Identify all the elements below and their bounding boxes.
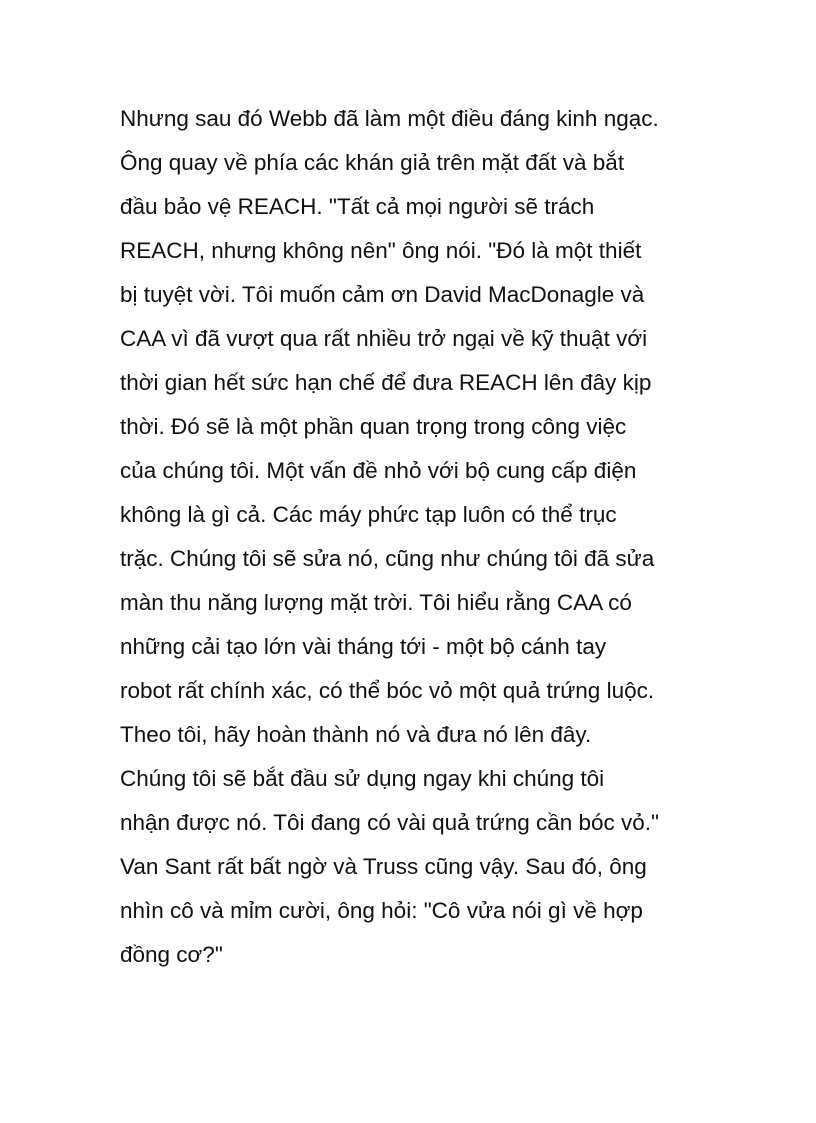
text-line: nhìn cô và mỉm cười, ông hỏi: "Cô vửa nói gì về hợp — [120, 898, 643, 923]
text-line: bị tuyệt vời. Tôi muốn cảm ơn David MacDonagle và — [120, 282, 645, 307]
text-line: không là gì cả. Các máy phức tạp luôn có thể trục — [120, 502, 617, 527]
text-line: thời gian hết sức hạn chế để đưa REACH lên đây kịp — [120, 370, 652, 395]
text-line: nhận được nó. Tôi đang có vài quả trứng cần bóc vỏ." — [120, 810, 660, 835]
text-line: của chúng tôi. Một vấn đề nhỏ với bộ cung cấp điện — [120, 458, 637, 483]
paragraph-2 — [120, 845, 720, 977]
text-line: Chúng tôi sẽ bắt đầu sử dụng ngay khi chúng tôi — [120, 766, 605, 791]
text-line: những cải tạo lớn vài tháng tới - một bộ cánh tay — [120, 634, 607, 659]
text-line: đầu bảo vệ REACH. "Tất cả mọi người sẽ trách — [120, 194, 595, 219]
text-line: Ông quay về phía các khán giả trên mặt đất và bắt — [120, 150, 625, 175]
text-line: Van Sant rất bất ngờ và Truss cũng vậy. Sau đó, ông — [120, 854, 647, 879]
text-line: Nhưng sau đó Webb đã làm một điều đáng kinh ngạc. — [120, 106, 659, 131]
text-line: Theo tôi, hãy hoàn thành nó và đưa nó lên đây. — [120, 722, 592, 747]
body-text — [120, 97, 720, 977]
text-line: CAA vì đã vượt qua rất nhiều trở ngại về kỹ thuật với — [120, 326, 648, 351]
text-line: REACH, nhưng không nên" ông nói. "Đó là một thiết — [120, 238, 642, 263]
text-line: thời. Đó sẽ là một phần quan trọng trong công việc — [120, 414, 627, 439]
text-line: trặc. Chúng tôi sẽ sửa nó, cũng như chúng tôi đã sửa — [120, 546, 655, 571]
text-line: đồng cơ?" — [120, 942, 223, 967]
text-line: robot rất chính xác, có thể bóc vỏ một quả trứng luộc. — [120, 678, 655, 703]
text-line: màn thu năng lượng mặt trời. Tôi hiểu rằng CAA có — [120, 590, 632, 615]
paragraph-1 — [120, 97, 720, 845]
